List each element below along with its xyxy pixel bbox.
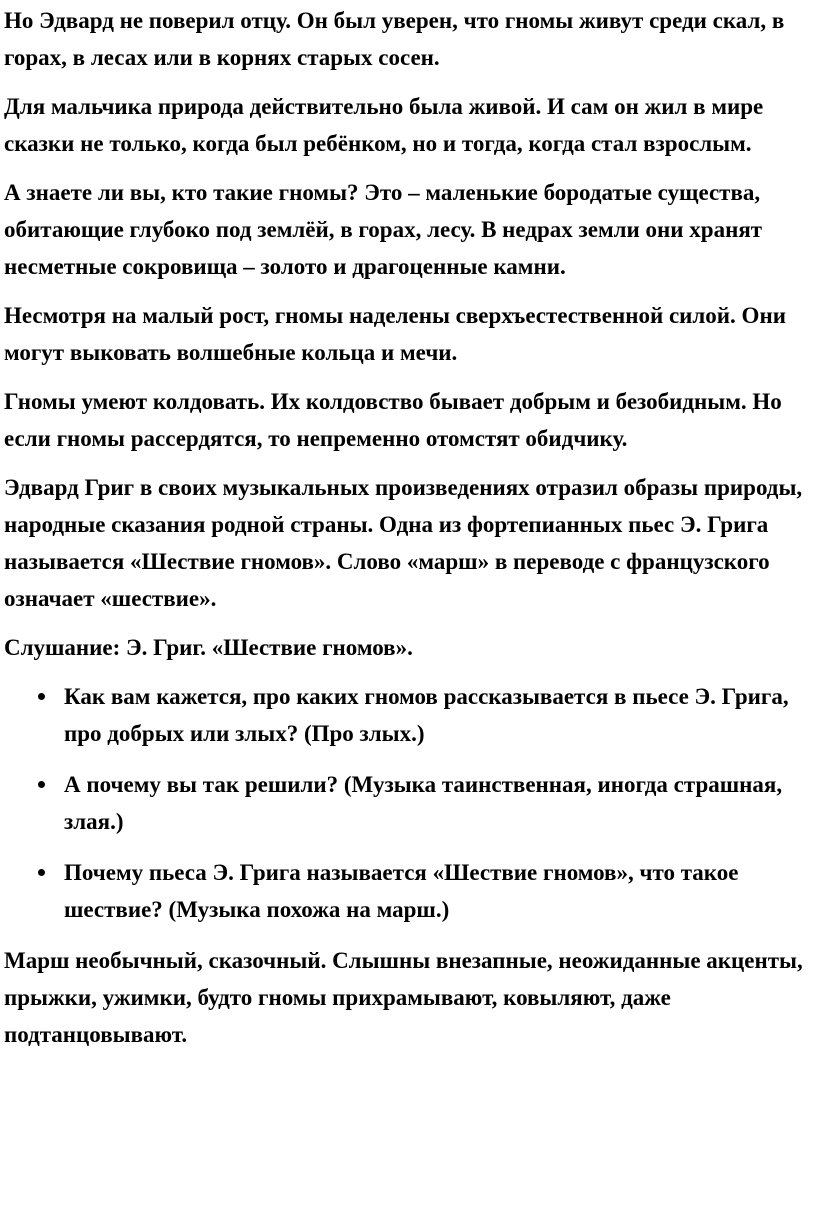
paragraph-gnome-strength: Несмотря на малый рост, гномы наделены сверхъестественной силой. Они могут выковать волшебные кольца и мечи. <box>4 303 786 365</box>
paragraph-listening: Слушание: Э. Григ. «Шествие гномов». <box>4 635 413 660</box>
paragraph-nature-alive: Для мальчика природа действительно была живой. И сам он жил в мире сказки не только, когда был ребёнком, но и тогда, когда стал взрослым. <box>4 94 764 156</box>
paragraph-march-description: Марш необычный, сказочный. Слышны внезапные, неожиданные акценты, прыжки, ужимки, будто гномы прихрамывают, ковыляют, даже подтанцовывают. <box>4 948 803 1047</box>
list-item: А почему вы так решили? (Музыка таинственная, иногда страшная, злая.) <box>64 766 808 840</box>
paragraph-grieg-works: Эдвард Григ в своих музыкальных произведениях отразил образы природы, народные сказания родной страны. Одна из фортепианных пьес Э. Грига называется «Шествие гномов». Слово «марш» в переводе с французского означает «шествие». <box>4 475 803 611</box>
list-item: Как вам кажется, про каких гномов рассказывается в пьесе Э. Грига, про добрых или злых? (Про злых.) <box>64 678 808 752</box>
list-item: Почему пьеса Э. Грига называется «Шествие гномов», что такое шествие? (Музыка похожа на марш.) <box>64 854 808 928</box>
paragraph-gnome-magic: Гномы умеют колдовать. Их колдовство бывает добрым и безобидным. Но если гномы рассердятся, то непременно отомстят обидчику. <box>4 389 782 451</box>
question-list <box>4 678 808 928</box>
paragraph-edvard-disbelief: Но Эдвард не поверил отцу. Он был уверен, что гномы живут среди скал, в горах, в лесах или в корнях старых сосен. <box>4 8 785 70</box>
paragraph-who-are-gnomes: А знаете ли вы, кто такие гномы? Это – маленькие бородатые существа, обитающие глубоко под землёй, в горах, лесу. В недрах земли они хранят несметные сокровища – золото и драгоценные камни. <box>4 180 763 279</box>
